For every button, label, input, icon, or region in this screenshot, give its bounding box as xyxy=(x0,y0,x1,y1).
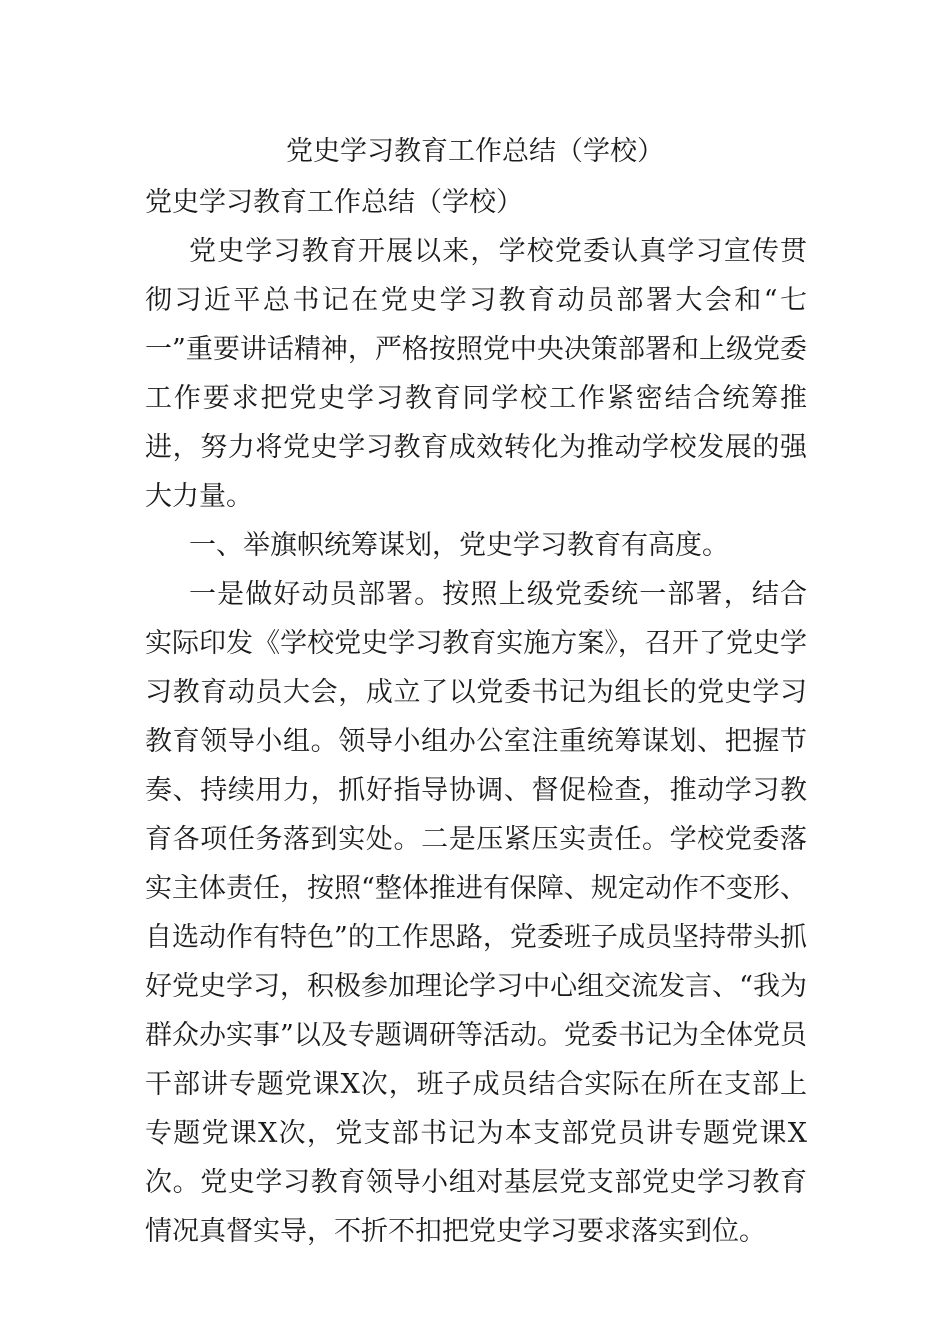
document-body xyxy=(145,178,807,1256)
paragraph-section-1: 一是做好动员部署。按照上级党委统一部署，结合实际印发《学校党史学习教育实施方案》，召开了党史学习教育动员大会，成立了以党委书记为组长的党史学习教育领导小组。领导小组办公室注重统筹谋划、把握节奏、持续用力，抓好指导协调、督促检查，推动学习教育各项任务落到实处。二是压紧压实责任。学校党委落实主体责任，按照“整体推进有保障、规定动作不变形、自选动作有特色”的工作思路，党委班子成员坚持带头抓好党史学习，积极参加理论学习中心组交流发言、“我为群众办实事”以及专题调研等活动。党委书记为全体党员干部讲专题党课X次，班子成员结合实际在所在支部上专题党课X次，党支部书记为本支部党员讲专题党课X次。党史学习教育领导小组对基层党支部党史学习教育情况真督实导，不折不扣把党史学习要求落实到位。 xyxy=(145,579,807,1247)
document-title: 党史学习教育工作总结（学校） xyxy=(286,136,664,167)
paragraph-intro: 党史学习教育开展以来，学校党委认真学习宣传贯彻习近平总书记在党史学习教育动员部署大会和“七一”重要讲话精神，严格按照党中央决策部署和上级党委工作要求把党史学习教育同学校工作紧密结合统筹推进，努力将党史学习教育成效转化为推动学校发展的强大力量。 xyxy=(145,236,807,512)
document-subtitle: 党史学习教育工作总结（学校） xyxy=(145,187,523,218)
section-heading-1: 一、举旗帜统筹谋划，党史学习教育有高度。 xyxy=(189,530,729,561)
